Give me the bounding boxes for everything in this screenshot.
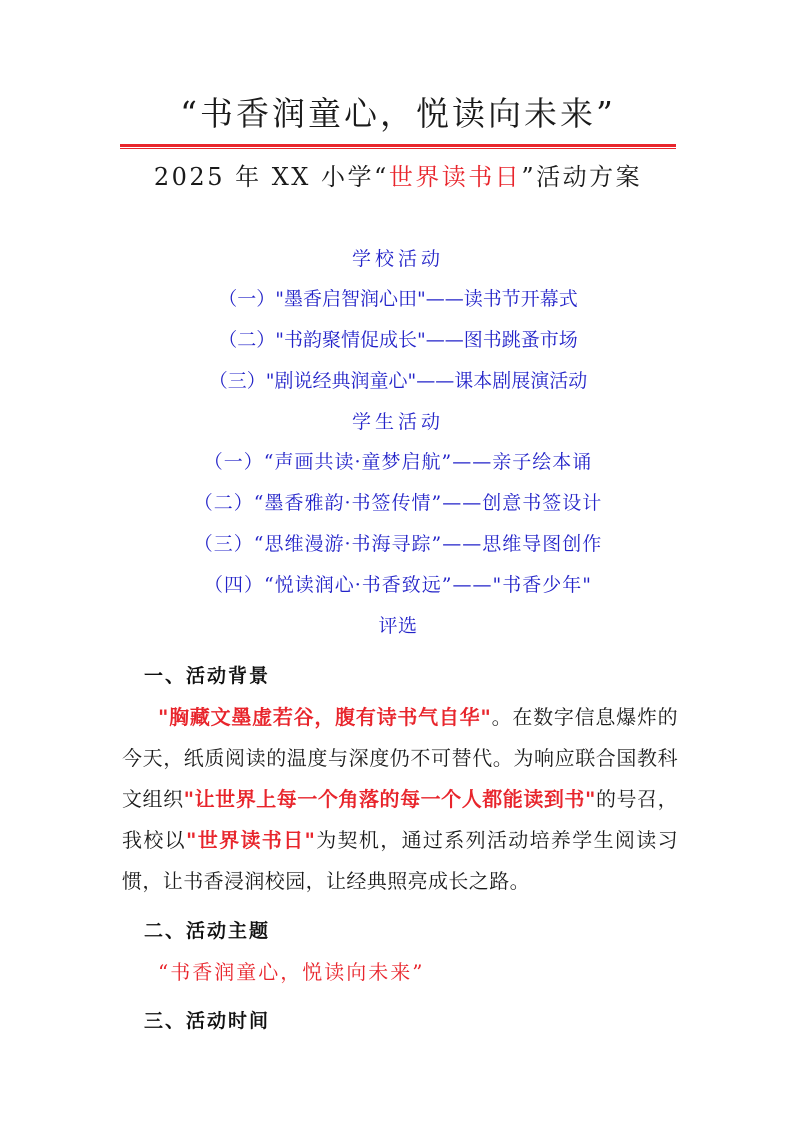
body-run-text-2: 的号召，我校以 <box>122 787 678 852</box>
subtitle-quote-close: ” <box>521 163 537 191</box>
outline-item-school-1: （一）"墨香启智润心田"——读书节开幕式 <box>218 288 578 310</box>
outline-item-school-3: （三）"剧说经典润童心"——课本剧展演活动 <box>208 370 588 392</box>
subtitle-prefix: 2025 年 XX 小学 <box>153 163 375 191</box>
subtitle-highlight: 世界读书日 <box>388 163 522 191</box>
activity-outline <box>118 239 678 647</box>
subtitle-suffix: 活动方案 <box>536 163 643 191</box>
outline-heading-school: 学校活动 <box>351 248 444 270</box>
subtitle-quote-open: “ <box>374 163 389 191</box>
document-content <box>118 0 678 1040</box>
outline-item-student-4-continuation: 评选 <box>378 615 418 637</box>
outline-heading-student: 学生活动 <box>351 411 444 433</box>
section-heading-background: 一、活动背景 <box>144 665 271 687</box>
divider-thin-bar <box>120 148 676 149</box>
body-run-quote-3: "世界读书日" <box>186 828 316 852</box>
page-subtitle <box>118 150 678 195</box>
page-title: “书香润童心，悦读向未来” <box>180 94 616 133</box>
divider-thick-bar <box>120 144 676 147</box>
title-divider-rule <box>120 144 676 150</box>
section-heading-time: 三、活动时间 <box>144 1010 271 1032</box>
section-heading-theme: 二、活动主题 <box>144 920 271 942</box>
body-run-text-3: 为契机，通过系列活动培养学生阅读习惯，让书香浸润校园，让经典照亮成长之路。 <box>122 828 678 893</box>
section-body-background <box>118 695 678 902</box>
outline-item-student-2: （二）“墨香雅韵·书签传情”——创意书签设计 <box>193 492 603 514</box>
body-run-quote-2: "让世界上每一个角落的每一个人都能读到书" <box>183 787 596 811</box>
outline-item-student-4: （四）“悦读润心·书香致远”——"书香少年" <box>204 574 592 596</box>
section-body-theme: “书香润童心，悦读向未来” <box>158 960 425 984</box>
outline-item-student-1: （一）“声画共读·童梦启航”——亲子绘本诵 <box>203 451 593 473</box>
body-run-quote-1: "胸藏文墨虚若谷，腹有诗书气自华" <box>158 705 492 729</box>
outline-item-school-2: （二）"书韵聚情促成长"——图书跳蚤市场 <box>218 329 578 351</box>
body-run-text-1: 。在数字信息爆炸的今天，纸质阅读的温度与深度仍不可替代。为响应联合国教科文组织 <box>122 705 678 811</box>
outline-item-student-3: （三）“思维漫游·书海寻踪”——思维导图创作 <box>193 533 603 555</box>
